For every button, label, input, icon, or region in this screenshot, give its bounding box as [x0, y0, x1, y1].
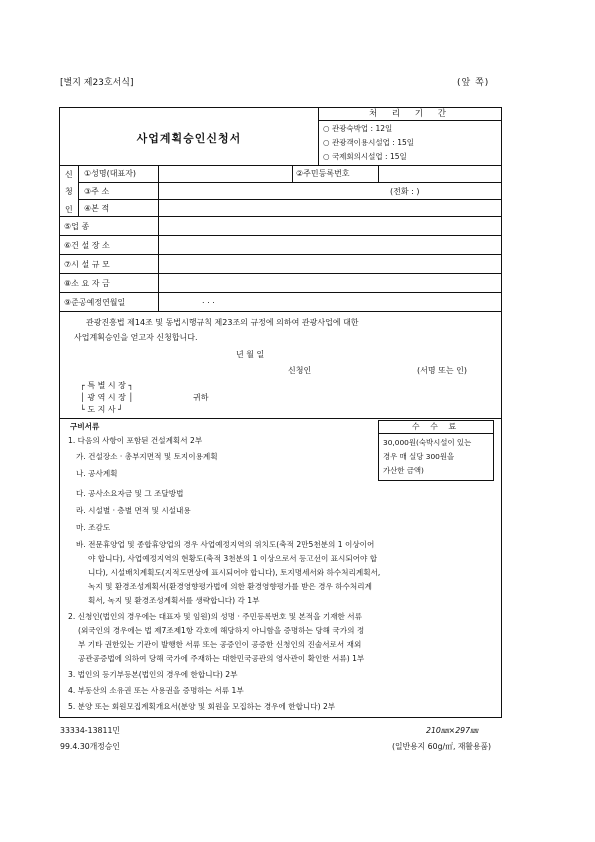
- cell-divider: [158, 183, 159, 199]
- cell-divider: [158, 200, 159, 216]
- addressee-line: └ 도 지 사 ┘: [80, 405, 123, 414]
- field-row-required-funds: [60, 274, 501, 293]
- document-item: 획서, 녹지 및 환경조성계획서를 생략합니다) 각 1부: [88, 596, 260, 605]
- document-item: 라. 시설별 · 층별 면적 및 시설내용: [76, 506, 191, 515]
- field-label: ⑧소 요 자 금: [64, 279, 110, 288]
- document-item: 5. 분양 또는 회원모집계획개요서(분양 및 회원을 모집하는 경우에 한합니다) 2부: [68, 702, 336, 711]
- applicant-group-label: 인: [65, 205, 73, 214]
- cell-divider: [158, 255, 159, 273]
- document-item: 공관공증법에 의하여 당해 국가에 주재하는 대한민국공관의 영사관이 확인한 서류) 1부: [78, 654, 365, 663]
- application-form: [59, 107, 502, 718]
- declaration-date: 년 월 일: [236, 350, 265, 359]
- applicant-address-row: [78, 183, 501, 200]
- document-item: 다. 공사소요자금 및 그 조달방법: [76, 489, 184, 498]
- address-label: ③주 소: [84, 187, 110, 196]
- document-item: 4. 부동산의 소유권 또는 사용권을 증명하는 서류 1부: [68, 686, 244, 695]
- phone-label: (전화 : ): [390, 187, 420, 196]
- document-item: 야 합니다), 사업예정지역의 현황도(축적 3천분의 1 이상으로서 등고선이 표시되어야 합: [88, 554, 378, 563]
- field-row-construction-site: [60, 236, 501, 255]
- field-label: ⑤업 종: [64, 222, 90, 231]
- declaration-section: [60, 312, 501, 419]
- paper-spec: (일반용지 60g/㎡, 재활용품): [392, 742, 492, 751]
- document-item: 녹지 및 환경조성계획서(환경영향평가법에 의한 환경영향평가를 받은 경우 하수처리계: [88, 582, 372, 591]
- applicant-name-row: [78, 165, 501, 183]
- fee-line: 가산한 금액): [383, 466, 424, 475]
- cell-divider: [158, 217, 159, 235]
- document-item: 3. 법인의 등기부등본(법인의 경우에 한합니다) 2부: [68, 670, 238, 679]
- addressee-line: ┌ 특 별 시 장 ┐: [80, 381, 134, 390]
- processing-item: ○ 국제회의시설업 : 15일: [323, 152, 407, 161]
- document-item: 나. 공사계획: [76, 469, 118, 478]
- cell-divider: [158, 236, 159, 254]
- field-label: ⑨준공예정연월일: [64, 298, 126, 307]
- required-documents-section: [60, 418, 501, 717]
- signature-or-seal: (서명 또는 인): [417, 366, 467, 375]
- field-label: ⑦시 설 규 모: [64, 260, 110, 269]
- applicant-group-label: 청: [65, 187, 73, 196]
- document-item: 2. 신청인(법인의 경우에는 대표자 및 임원)의 성명 · 주민등록번호 및 본적을 기재한 서류: [68, 612, 362, 621]
- cell-divider: [158, 165, 159, 182]
- applicant-name-label: ①성명(대표자): [84, 169, 137, 178]
- approval-date: 99.4.30개정승인: [60, 742, 120, 751]
- addressee-honorific: 귀하: [193, 393, 209, 402]
- processing-period-heading: 처 리 기 간: [319, 108, 502, 121]
- addressee-line: │ 광 역 시 장 │: [80, 393, 134, 402]
- document-item: 가. 건설장소 · 총부지면적 및 토지이용계획: [76, 452, 218, 461]
- applicant-group-label: 신: [65, 170, 73, 179]
- cell-divider: [378, 165, 379, 182]
- declaration-line: 사업계획승인을 얻고자 신청합니다.: [74, 333, 198, 342]
- resident-number-label: ②주민등록번호: [296, 169, 350, 178]
- field-label: ⑥건 설 장 소: [64, 241, 110, 250]
- field-row-business-type: [60, 217, 501, 236]
- cell-divider: [158, 293, 159, 311]
- page-side-label: (앞 쪽): [457, 78, 490, 88]
- document-item: 부 기타 권한있는 기관이 발행한 서류 또는 공증인이 공증한 신청인의 진술서로서 재외: [78, 640, 362, 649]
- processing-item: ○ 관광객이용시설업 : 15일: [323, 138, 414, 147]
- fee-line: 30,000원(숙박시설이 있는: [383, 438, 472, 447]
- document-item: 니다), 시설배치계획도(지적도면상에 표시되어야 합니다), 토지명세서와 하수처리계획서,: [88, 568, 381, 577]
- field-row-completion-date: [60, 293, 501, 312]
- processing-item: ○ 관광숙박업 : 12일: [323, 124, 393, 133]
- document-item: 1. 다음의 사항이 포함된 건설계획서 2부: [68, 436, 203, 445]
- cell-divider: [158, 274, 159, 292]
- document-item: 마. 조감도: [76, 523, 111, 532]
- fee-heading: 수 수 료: [379, 421, 493, 434]
- applicant-domicile-row: [60, 200, 501, 217]
- applicant-signature-label: 신청인: [288, 366, 312, 375]
- paper-size: 210㎜×297㎜: [426, 726, 478, 735]
- form-title: 사업계획승인신청서: [136, 132, 242, 145]
- circle-bullet-icon: ○: [323, 138, 332, 147]
- processing-period-box: [318, 108, 502, 165]
- completion-date-value: . . .: [202, 296, 215, 305]
- circle-bullet-icon: ○: [323, 124, 332, 133]
- fee-box: [378, 420, 494, 481]
- field-row-facility-scale: [60, 255, 501, 274]
- fee-line: 경우 매 실당 300원을: [383, 452, 455, 461]
- document-item: (외국인의 경우에는 법 제7조제1항 각호에 해당하지 아니함을 증명하는 당해 국가의 정: [78, 626, 365, 635]
- circle-bullet-icon: ○: [323, 152, 332, 161]
- title-row: [60, 108, 501, 166]
- form-code: [별지 제23호서식]: [60, 78, 134, 88]
- document-item: 바. 전문휴양업 및 종합휴양업의 경우 사업예정지역의 위치도(축적 2만5천분의 1 이상이어: [76, 540, 375, 549]
- declaration-line: 관광진흥법 제14조 및 동법시행규칙 제23조의 규정에 의하여 관광사업에 대한: [86, 318, 359, 327]
- domicile-label: ④본 적: [84, 204, 110, 213]
- documents-heading: 구비서류: [70, 422, 100, 431]
- cell-divider: [292, 165, 293, 182]
- form-number: 33334-13811민: [60, 726, 120, 735]
